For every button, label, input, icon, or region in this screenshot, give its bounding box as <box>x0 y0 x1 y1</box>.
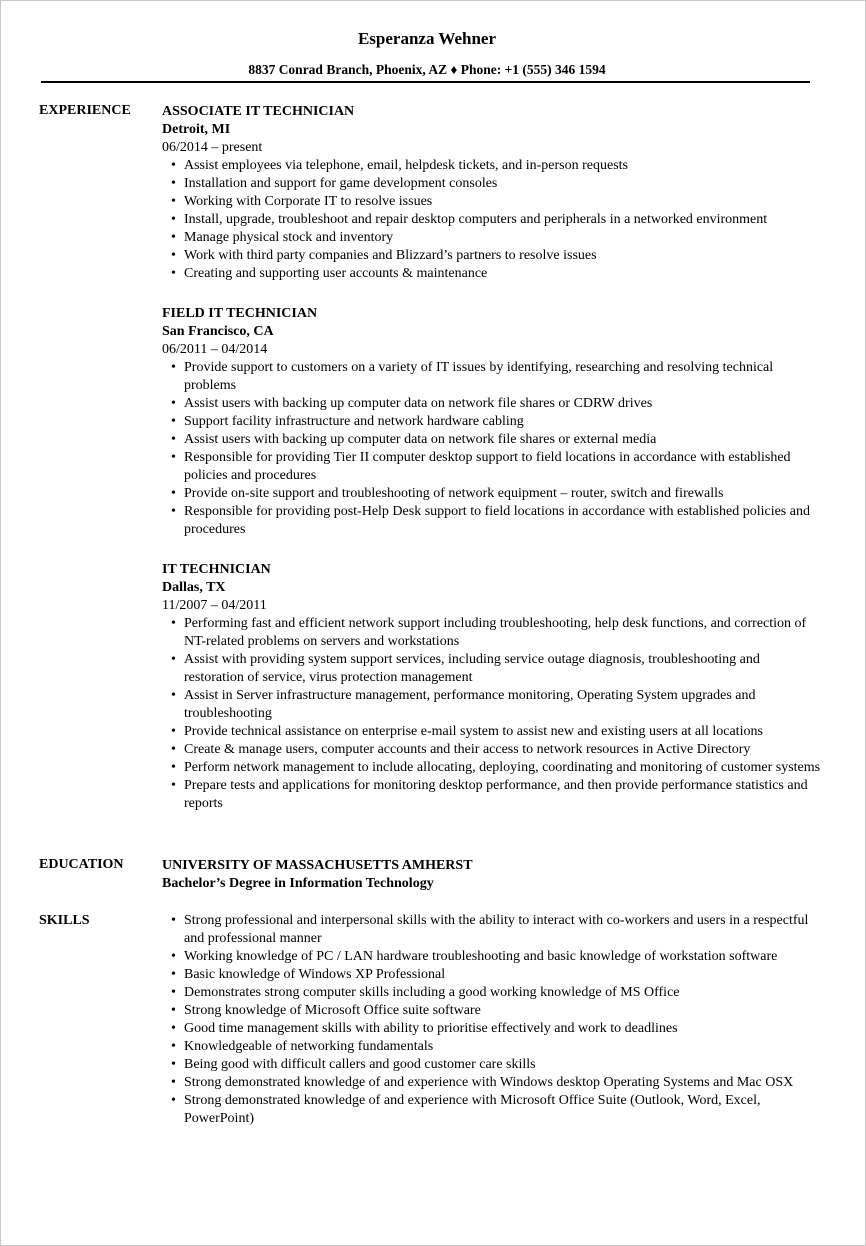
job-location: San Francisco, CA <box>162 324 274 339</box>
list-item: • Work with third party companies and Blizzard’s partners to resolve issues <box>162 247 822 265</box>
list-item: • Manage physical stock and inventory <box>162 229 822 247</box>
list-item: • Performing fast and efficient network support including troubleshooting, help desk functions, and correction of NT-related problems on servers and workstations <box>162 615 822 651</box>
list-item: • Strong demonstrated knowledge of and experience with Microsoft Office Suite (Outlook, Word, Excel, PowerPoint) <box>162 1092 822 1128</box>
job-entry <box>162 103 822 283</box>
list-item: • Assist users with backing up computer data on network file shares or CDRW drives <box>162 395 822 413</box>
degree: Bachelor’s Degree in Information Technology <box>162 876 434 891</box>
list-item: • Provide support to customers on a variety of IT issues by identifying, researching and resolving technical problems <box>162 359 822 395</box>
list-item: • Create & manage users, computer accounts and their access to network resources in Active Directory <box>162 741 822 759</box>
job-dates: 11/2007 – 04/2011 <box>162 598 267 613</box>
job-bullets <box>162 157 822 283</box>
list-item: • Perform network management to include allocating, deploying, coordinating and monitoring of customer systems <box>162 759 822 777</box>
list-item: • Being good with difficult callers and good customer care skills <box>162 1056 822 1074</box>
skills-entry <box>162 912 822 1128</box>
job-entry <box>162 305 822 539</box>
job-dates: 06/2014 – present <box>162 140 263 155</box>
list-item: • Provide technical assistance on enterprise e-mail system to assist new and existing users at all locations <box>162 723 822 741</box>
list-item: • Prepare tests and applications for monitoring desktop performance, and then provide performance statistics and reports <box>162 777 822 813</box>
job-location: Detroit, MI <box>162 122 231 137</box>
section-label-education: EDUCATION <box>39 857 124 872</box>
list-item: • Assist in Server infrastructure management, performance monitoring, Operating System upgrades and troubleshooting <box>162 687 822 723</box>
job-bullets <box>162 359 822 539</box>
list-item: • Strong professional and interpersonal skills with the ability to interact with co-workers and users in a respectful and professional manner <box>162 912 822 948</box>
resume-header <box>1 28 853 79</box>
list-item: • Strong demonstrated knowledge of and experience with Windows desktop Operating Systems and Mac OSX <box>162 1074 822 1092</box>
job-title: IT TECHNICIAN <box>162 562 271 577</box>
list-item: • Provide on-site support and troubleshooting of network equipment – router, switch and firewalls <box>162 485 822 503</box>
section-label-skills: SKILLS <box>39 913 90 928</box>
list-item: • Basic knowledge of Windows XP Professional <box>162 966 822 984</box>
job-title: FIELD IT TECHNICIAN <box>162 306 318 321</box>
list-item: • Working knowledge of PC / LAN hardware troubleshooting and basic knowledge of workstation software <box>162 948 822 966</box>
list-item: • Responsible for providing post-Help Desk support to field locations in accordance with established policies and procedures <box>162 503 822 539</box>
list-item: • Assist users with backing up computer data on network file shares or external media <box>162 431 822 449</box>
list-item: • Responsible for providing Tier II computer desktop support to field locations in accordance with established policies and procedures <box>162 449 822 485</box>
skills-list <box>162 912 822 1128</box>
education-entry <box>162 857 822 893</box>
job-bullets <box>162 615 822 813</box>
job-location: Dallas, TX <box>162 580 226 595</box>
section-label-experience: EXPERIENCE <box>39 103 131 118</box>
list-item: • Strong knowledge of Microsoft Office suite software <box>162 1002 822 1020</box>
list-item: • Knowledgeable of networking fundamentals <box>162 1038 822 1056</box>
list-item: • Assist with providing system support services, including service outage diagnosis, troubleshooting and restoration of service, virus protection management <box>162 651 822 687</box>
job-title: ASSOCIATE IT TECHNICIAN <box>162 104 355 119</box>
list-item: • Installation and support for game development consoles <box>162 175 822 193</box>
candidate-name: Esperanza Wehner <box>357 29 497 48</box>
contact-line: 8837 Conrad Branch, Phoenix, AZ ♦ Phone: +1 (555) 346 1594 <box>248 62 606 77</box>
list-item: • Working with Corporate IT to resolve issues <box>162 193 822 211</box>
list-item: • Assist employees via telephone, email, helpdesk tickets, and in-person requests <box>162 157 822 175</box>
school-name: UNIVERSITY OF MASSACHUSETTS AMHERST <box>162 858 473 873</box>
list-item: • Good time management skills with ability to prioritise effectively and work to deadlines <box>162 1020 822 1038</box>
header-divider <box>41 81 810 83</box>
job-dates: 06/2011 – 04/2014 <box>162 342 268 357</box>
list-item: • Install, upgrade, troubleshoot and repair desktop computers and peripherals in a networked environment <box>162 211 822 229</box>
list-item: • Support facility infrastructure and network hardware cabling <box>162 413 822 431</box>
job-entry <box>162 561 822 813</box>
list-item: • Demonstrates strong computer skills including a good working knowledge of MS Office <box>162 984 822 1002</box>
list-item: • Creating and supporting user accounts & maintenance <box>162 265 822 283</box>
